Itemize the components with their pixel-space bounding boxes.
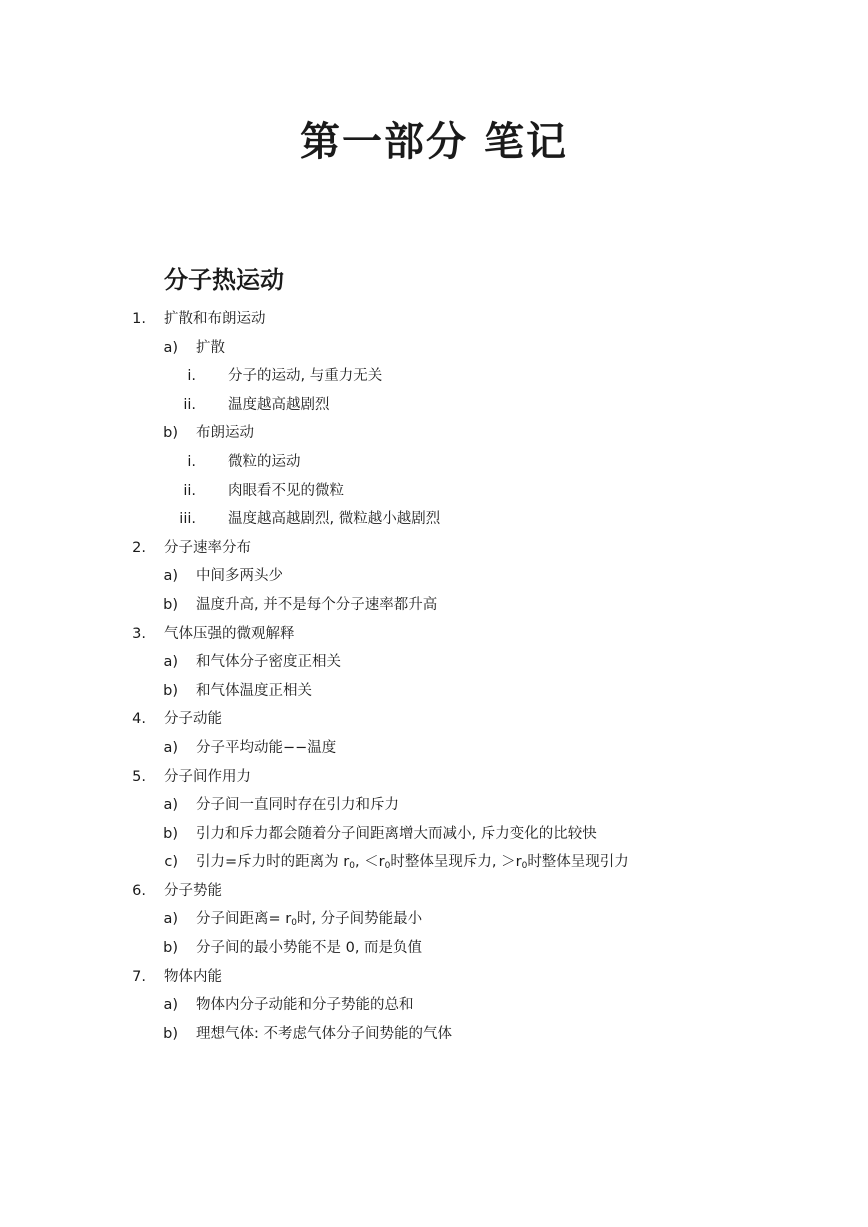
outline-item-text: 布朗运动 bbox=[196, 425, 254, 442]
outline-item-level1 bbox=[0, 705, 868, 734]
outline-item-level2 bbox=[0, 334, 868, 363]
outline-item-level3 bbox=[0, 448, 868, 477]
outline-item-text: 和气体分子密度正相关 bbox=[196, 654, 341, 671]
outline-item-text: 分子平均动能−−温度 bbox=[196, 739, 337, 756]
outline-item-text: 分子动能 bbox=[164, 711, 222, 728]
outline-item-number: b) bbox=[163, 596, 178, 613]
outline-item-number: 5. bbox=[132, 768, 146, 785]
outline-item-level1 bbox=[0, 534, 868, 563]
outline-item-text: 分子势能 bbox=[164, 882, 222, 899]
outline-item-text: 分子间的最小势能不是 0, 而是负值 bbox=[196, 940, 423, 957]
section-title: 分子热运动 bbox=[164, 266, 284, 294]
outline-item-level2 bbox=[0, 1020, 868, 1049]
outline-item-number: 4. bbox=[132, 711, 146, 728]
outline-item-text: 引力=斥力时的距离为 $r_0$, $<r_0$时整体呈现斥力, $>r_0$时整体呈现引力 bbox=[196, 854, 629, 872]
outline-item-number: iii. bbox=[179, 511, 196, 528]
outline-item-level2 bbox=[0, 591, 868, 620]
outline-item-level3 bbox=[0, 505, 868, 534]
outline-item-text: 分子间作用力 bbox=[164, 768, 251, 785]
outline-item-number: b) bbox=[163, 1025, 178, 1042]
outline-item-number: a) bbox=[163, 568, 178, 585]
outline-item-level2 bbox=[0, 562, 868, 591]
outline-item-number: 1. bbox=[132, 311, 146, 327]
outline-item-number: i. bbox=[187, 368, 196, 385]
outline-item-text: 肉眼看不见的微粒 bbox=[228, 482, 344, 499]
outline-item-number: a) bbox=[163, 339, 178, 356]
outline-item-number: ii. bbox=[183, 396, 196, 413]
outline-item-level2 bbox=[0, 791, 868, 820]
outline-item-level2 bbox=[0, 677, 868, 706]
outline-item-number: b) bbox=[163, 425, 178, 442]
outline-item-number: a) bbox=[163, 654, 178, 671]
outline-item-text: 物体内分子动能和分子势能的总和 bbox=[196, 997, 414, 1014]
outline-item-text: 分子的运动, 与重力无关 bbox=[228, 368, 383, 385]
outline-item-text: 气体压强的微观解释 bbox=[164, 625, 295, 642]
outline-item-text: 引力和斥力都会随着分子间距离增大而减小, 斥力变化的比较快 bbox=[196, 825, 597, 842]
outline-item-text: 中间多两头少 bbox=[196, 568, 283, 585]
outline-item-level2 bbox=[0, 820, 868, 849]
outline-item-number: 7. bbox=[132, 968, 146, 985]
outline-item-level2 bbox=[0, 934, 868, 963]
outline-item-level2 bbox=[0, 734, 868, 763]
outline-item-level1 bbox=[0, 620, 868, 649]
outline-item-level1 bbox=[0, 877, 868, 906]
outline-item-text: 温度升高, 并不是每个分子速率都升高 bbox=[196, 596, 438, 613]
outline-item-level2 bbox=[0, 848, 868, 877]
outline-item-text: 分子速率分布 bbox=[164, 539, 251, 556]
outline-item-number: a) bbox=[163, 997, 178, 1014]
outline-item-text: 理想气体: 不考虑气体分子间势能的气体 bbox=[196, 1025, 452, 1042]
outline-item-level1 bbox=[0, 963, 868, 992]
page-title: 第一部分 笔记 bbox=[300, 118, 568, 165]
outline-item-level2 bbox=[0, 648, 868, 677]
outline-item-text: 和气体温度正相关 bbox=[196, 682, 312, 699]
outline-item-level2 bbox=[0, 991, 868, 1020]
outline-item-level2 bbox=[0, 905, 868, 934]
outline-item-level1 bbox=[0, 305, 868, 334]
outline-item-number: ii. bbox=[183, 482, 196, 499]
outline-item-number: a) bbox=[163, 797, 178, 814]
outline-item-text: 温度越高越剧烈, 微粒越小越剧烈 bbox=[228, 511, 441, 528]
outline-item-level3 bbox=[0, 362, 868, 391]
outline-item-text: 扩散和布朗运动 bbox=[164, 311, 266, 327]
outline-item-number: a) bbox=[163, 739, 178, 756]
outline-item-text: 分子间距离= $r_0$时, 分子间势能最小 bbox=[196, 911, 423, 929]
outline-item-number: i. bbox=[187, 453, 196, 470]
outline-item-number: a) bbox=[163, 911, 178, 928]
outline-item-number: b) bbox=[163, 940, 178, 957]
outline-item-number: b) bbox=[163, 825, 178, 842]
outline-item-number: b) bbox=[163, 682, 178, 699]
outline-item-level1 bbox=[0, 763, 868, 792]
outline-item-text: 分子间一直同时存在引力和斥力 bbox=[196, 797, 399, 814]
outline-item-level2 bbox=[0, 419, 868, 448]
outline-item-number: c) bbox=[164, 854, 178, 871]
outline-item-text: 微粒的运动 bbox=[228, 453, 301, 470]
notes-outline bbox=[0, 305, 868, 1048]
outline-item-text: 温度越高越剧烈 bbox=[228, 396, 330, 413]
outline-item-level3 bbox=[0, 391, 868, 420]
outline-item-number: 2. bbox=[132, 539, 146, 556]
outline-item-text: 物体内能 bbox=[164, 968, 222, 985]
outline-item-number: 3. bbox=[132, 625, 146, 642]
outline-item-number: 6. bbox=[132, 882, 146, 899]
outline-item-level3 bbox=[0, 477, 868, 506]
outline-item-text: 扩散 bbox=[196, 339, 225, 356]
